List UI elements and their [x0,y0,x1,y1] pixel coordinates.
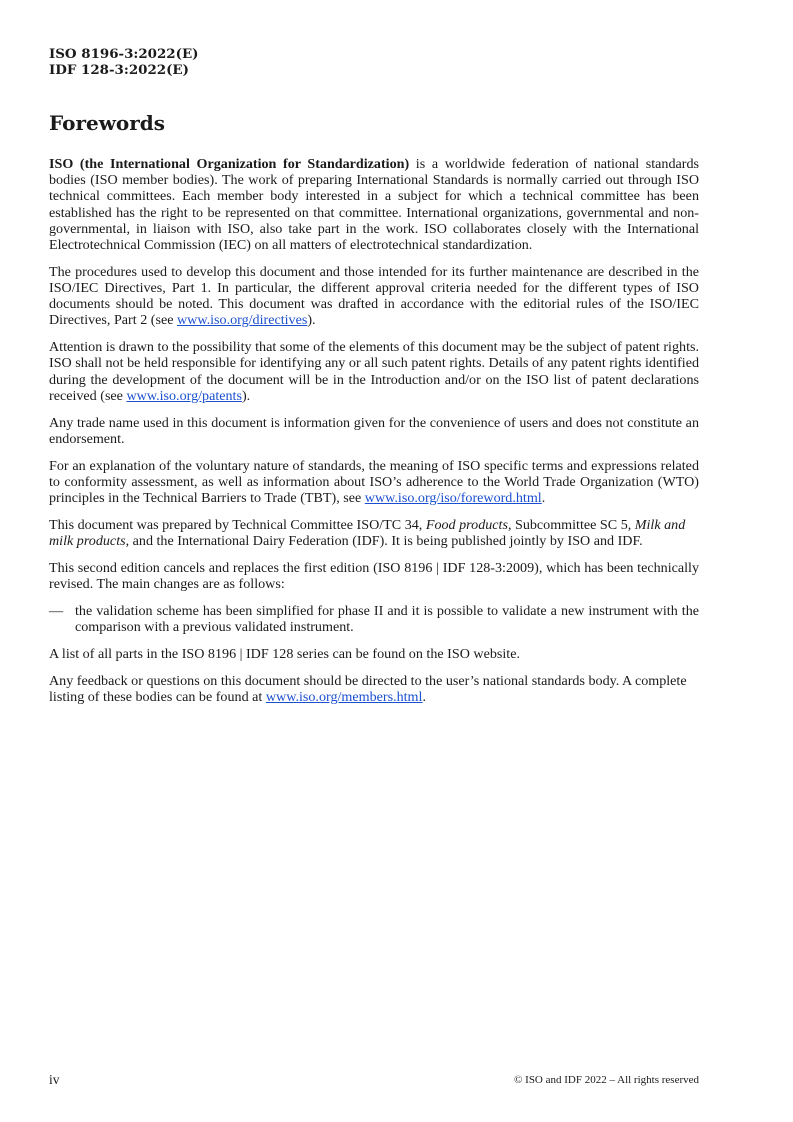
paragraph-text: Any feedback or questions on this document should be directed to the user’s national standards body. A complete listing of these bodies can be found at [49,672,687,705]
paragraph-series-list: A list of all parts in the ISO 8196 | IDF 128 series can be found on the ISO website. [49,645,520,662]
paragraph-trade-name: Any trade name used in this document is information given for the convenience of users and does not constitute an endorsement. [49,414,699,447]
foreword-body [49,156,699,716]
paragraph-text: . [541,490,546,507]
members-link[interactable]: www.iso.org/members.html [265,688,423,705]
paragraph-text: ). [307,312,316,329]
paragraph-feedback [49,673,699,705]
paragraph-text: , Subcommittee SC 5, [507,516,635,533]
foreword-link[interactable]: www.iso.org/iso/foreword.html [364,490,542,507]
header-idf-number: IDF 128-3:2022(E) [49,62,189,78]
list-item-text: the validation scheme has been simplified for phase II and it is possible to validate a new instrument with the comparison with a previous validated instrument. [75,602,699,636]
page-number: iv [49,1072,60,1087]
food-products-italic: Food products [425,516,508,533]
document-header [49,46,199,78]
paragraph-text: The procedures used to develop this document and those intended for its further maintenance are described in the ISO/IEC Directives, Part 1. In particular, the different approval criteria needed for the different types of ISO documents should be noted. This document was drafted in accordance with the editorial rules of the ISO/IEC Directives, Part 2 (see [49,263,699,329]
milk-products-italic: Milk and milk products [49,516,686,550]
directives-link[interactable]: www.iso.org/directives [176,312,308,329]
paragraph-procedures [49,264,699,329]
paragraph-iso-intro [49,156,699,253]
paragraph-text: ). [241,387,251,404]
list-item [49,603,699,635]
paragraph-text: , and the International Dairy Federation (IDF). It is being published jointly by ISO and IDF. [125,533,643,550]
paragraph-text: Attention is drawn to the possibility that some of the elements of this document may be the subject of patent rights. ISO shall not be held responsible for identifying any or all such patent rights. Details of any patent rights identified during the development of the document will be in the Introduction and/or on the ISO list of patent declarations received (see [49,339,699,404]
paragraph-prepared-by [49,517,699,549]
paragraph-text: For an explanation of the voluntary nature of standards, the meaning of ISO specific terms and expressions related to conformity assessment, as well as information about ISO’s adherence to the World Trade Organization (WTO) principles in the Technical Barriers to Trade (TBT), see [49,457,699,507]
iso-name-bold: ISO (the International Organization for Standardization) [49,156,410,172]
patents-link[interactable]: www.iso.org/patents [126,387,242,404]
paragraph-text: This document was prepared by Technical Committee ISO/TC 34, [49,516,426,533]
dash-bullet: — [49,602,64,619]
copyright-notice: © ISO and IDF 2022 – All rights reserved [514,1074,699,1086]
page-title: Forewords [49,111,166,135]
paragraph-text: is a worldwide federation of national standards bodies (ISO member bodies). The work of preparing International Standards is normally carried out through ISO technical committees. Each member body interested in a subject for which a technical committee has been established has the right to be represented on that committee. International organizations, governmental and non-governmental, in liaison with ISO, also take part in the work. ISO collaborates closely with the International Electrotechnical Commission (IEC) on all matters of electrotechnical standardization. [49,156,699,254]
paragraph-text: . [422,688,426,705]
header-iso-number: ISO 8196-3:2022(E) [49,46,199,62]
paragraph-voluntary-nature [49,458,699,507]
paragraph-second-edition: This second edition cancels and replaces the first edition (ISO 8196 | IDF 128-3:2009), which has been technically revised. The main changes are as follows: [49,559,699,593]
paragraph-patents [49,339,699,404]
